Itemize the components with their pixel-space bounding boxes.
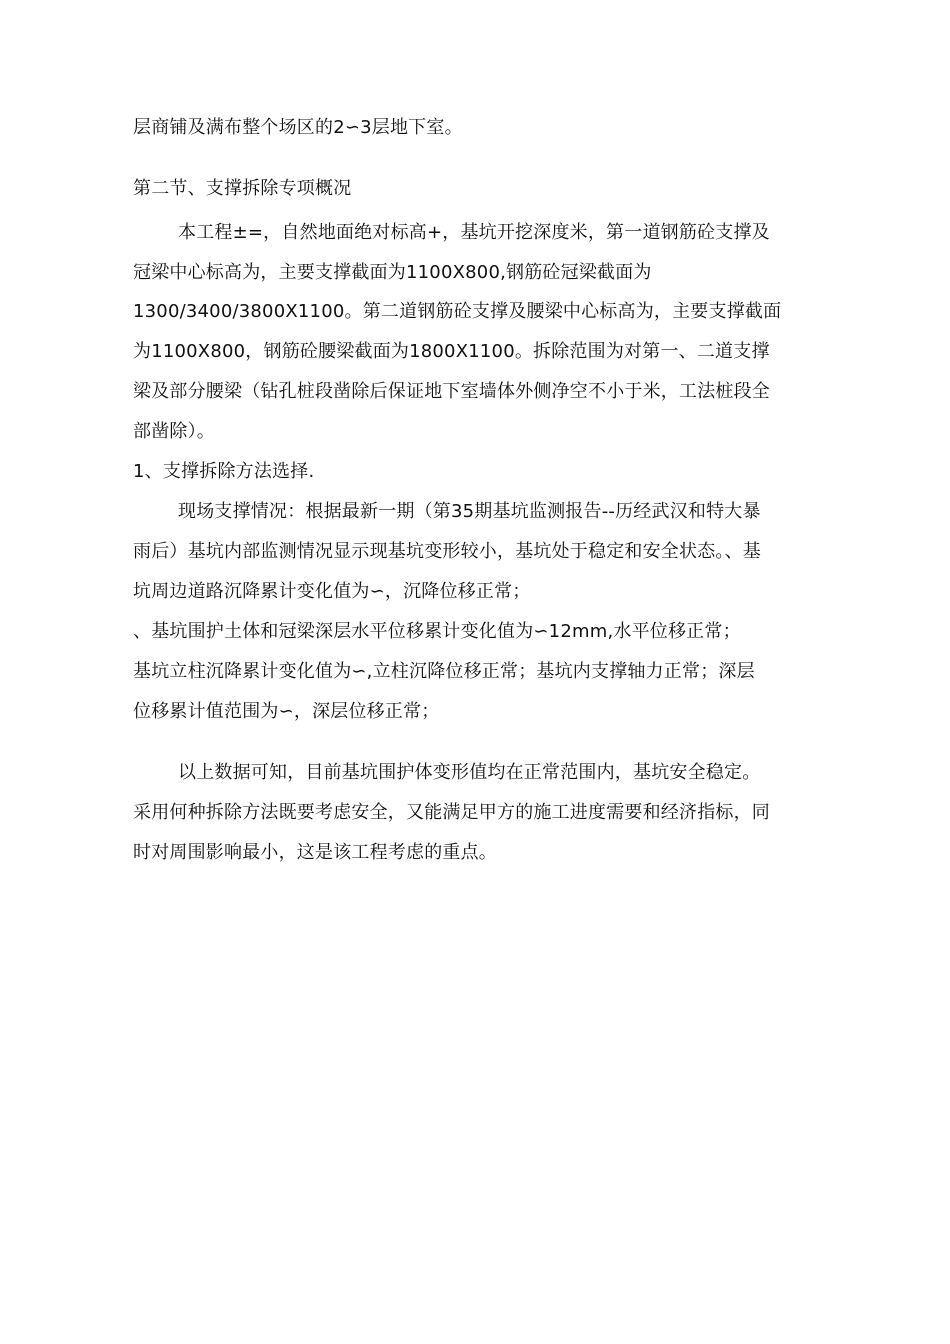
- subsection-heading: 1、支撑拆除方法选择.: [133, 461, 315, 482]
- section-heading: 第二节、支撑拆除专项概况: [133, 178, 352, 199]
- paragraph-line: 梁及部分腰梁（钻孔桩段凿除后保证地下室墙体外侧净空不小于米，工法桩段全: [133, 381, 770, 402]
- paragraph-line: 雨后）基坑内部监测情况显示现基坑变形较小，基坑处于稳定和安全状态。、基: [133, 541, 761, 562]
- paragraph-line: 以上数据可知，目前基坑围护体变形值均在正常范围内，基坑安全稳定。: [178, 762, 761, 783]
- paragraph-line: 部凿除）。: [133, 421, 215, 442]
- paragraph-line: 基坑立柱沉降累计变化值为∽,立柱沉降位移正常；基坑内支撑轴力正常；深层: [133, 661, 755, 682]
- paragraph-line: 冠梁中心标高为，主要支撑截面为1100X800,钢筋砼冠梁截面为: [133, 262, 652, 283]
- paragraph-line: 位移累计值范围为∽，深层位移正常；: [133, 701, 440, 722]
- paragraph-line: 为1100X800，钢筋砼腰梁截面为1800X1100。拆除范围为对第一、二道支撑: [133, 341, 770, 362]
- paragraph-line: 坑周边道路沉降累计变化值为∽，沉降位移正常；: [133, 581, 531, 602]
- paragraph-line: 时对周围影响最小，这是该工程考虑的重点。: [133, 842, 497, 863]
- paragraph-line: 1300/3400/3800X1100。第二道钢筋砼支撑及腰梁中心标高为，主要支撑截面: [133, 301, 782, 322]
- paragraph-line: 层商铺及满布整个场区的2∽3层地下室。: [133, 117, 463, 138]
- paragraph-line: 本工程±=，自然地面绝对标高+，基坑开挖深度米，第一道钢筋砼支撑及: [178, 222, 770, 243]
- paragraph-line: 、基坑围护土体和冠梁深层水平位移累计变化值为∽12mm,水平位移正常；: [133, 621, 741, 642]
- paragraph-line: 采用何种拆除方法既要考虑安全，又能满足甲方的施工进度需要和经济指标，同: [133, 802, 770, 823]
- paragraph-line: 现场支撑情况：根据最新一期（第35期基坑监测报告--历经武汉和特大暴: [178, 501, 761, 522]
